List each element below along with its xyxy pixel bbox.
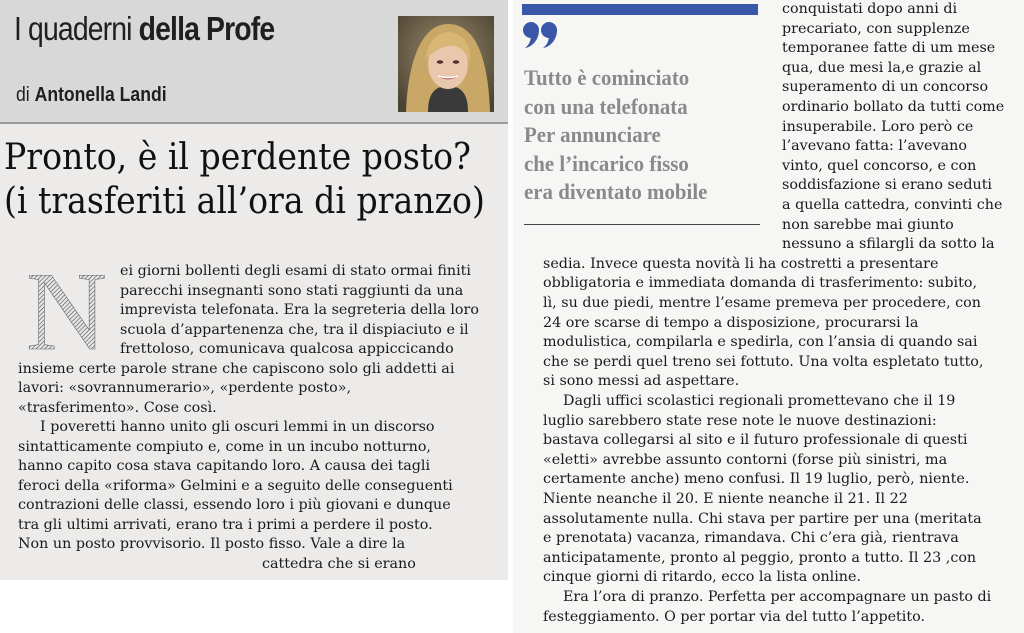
author-portrait-icon: [398, 16, 494, 112]
body-line: parecchi insegnanti sono stati raggiunti da una: [120, 282, 464, 299]
body-line: si sono messi ad aspettare.: [543, 373, 740, 390]
pullquote-line: era diventato mobile: [524, 179, 708, 204]
pullquote-accent-bar: [522, 4, 758, 15]
body-line: precariato, con supplenze: [782, 20, 970, 37]
dropcap: [24, 263, 112, 353]
quote-icon: [522, 20, 562, 50]
header-rule: [0, 122, 508, 124]
body-line: conquistati dopo anni di: [782, 1, 958, 17]
headline-line-1: Pronto, è il perdente posto?: [4, 137, 471, 178]
body-line: soddisfazione si erano seduti: [782, 177, 993, 194]
pullquote: [524, 64, 764, 207]
body-line: l’avevano fatta: l’avevano: [782, 138, 967, 155]
body-line: che se perdi quel treno sei fottuto. Una volta espletato tutto,: [543, 353, 984, 370]
body-line: hanno capito cosa stava capitando loro. A causa dei tagli: [18, 458, 431, 474]
body-line: bastava collegarsi al sito e il futuro professionale di questi: [543, 432, 968, 449]
body-line: Dagli uffici scolastici regionali promettevano che il 19: [563, 393, 956, 409]
body-line: vinto, quel concorso, e con: [782, 157, 977, 174]
body-line: a quella cattedra, convinti che: [782, 197, 1003, 213]
body-line: lavori: «sovrannumerario», «perdente posto»,: [18, 380, 352, 396]
body-line: Non un posto provvisorio. Il posto fisso. Vale a dire la: [18, 536, 406, 552]
body-line: I poveretti hanno unito gli oscuri lemmi in un discorso: [40, 419, 435, 435]
pullquote-line: che l’incarico fisso: [524, 150, 689, 176]
body-line: obbligatoria e immediata domanda di trasferimento: subito,: [543, 275, 978, 292]
body-line: tra gli ultimi arrivati, erano tra i primi a perdere il posto.: [18, 516, 433, 533]
column-divider: [509, 0, 512, 633]
body-line: 24 ore scarse di tempo a disposizione, procurarsi la: [543, 314, 919, 331]
body-line: nessuno a sfilargli da sotto la: [782, 236, 995, 253]
body-line: superamento di un concorso: [782, 79, 989, 96]
pullquote-line: con una telefonata: [524, 93, 688, 119]
body-line: temporanee fatte di um mese: [782, 40, 996, 57]
body-line: certamente anche) meno confusi. Il 19 luglio, però, niente.: [543, 471, 970, 488]
body-line: sedia. Invece questa novità li ha costretti a presentare: [543, 255, 939, 272]
body-line: «trasferimento». Cose così.: [18, 399, 217, 416]
body-line: cinque giorni di ritardo, ecco la lista online.: [543, 569, 862, 586]
headline: [4, 136, 485, 224]
body-line: anticipatamente, pronto al peggio, pronto a tutto. Il 23 ,con: [543, 549, 977, 566]
body-line: insuperabile. Loro però ce: [782, 118, 974, 135]
author-photo: [398, 16, 494, 112]
svg-text:N: N: [26, 263, 107, 353]
body-line: «eletti» avrebbe assunto contorni (forse più sinistri, ma: [543, 451, 948, 468]
body-line: ordinario bollato da tutti come: [782, 99, 1005, 115]
pullquote-line: Tutto è cominciato: [524, 65, 690, 90]
body-line: feroci della «riforma» Gelmini e a seguito delle conseguenti: [18, 477, 453, 494]
body-line: non sarebbe mai giunto: [782, 216, 954, 233]
body-line: cattedra che si erano: [262, 555, 416, 572]
column-title-bold: della Profe: [138, 10, 275, 47]
pullquote-line: Per annunciare: [524, 122, 661, 147]
body-line: frettoloso, comunicava qualcosa appiccicando: [120, 341, 454, 357]
body-line: lì, su due piedi, mentre l’esame premeva per procedere, con: [543, 295, 981, 311]
body-line: qua, due mesi la,e grazie al: [782, 59, 982, 76]
pullquote-rule: [524, 224, 760, 225]
body-line: ei giorni bollenti degli esami di stato ormai finiti: [120, 263, 471, 279]
column-title: [14, 10, 274, 48]
body-line: assolutamente nulla. Chi stava per partire per una (meritata: [543, 510, 982, 527]
dropcap-N-icon: [24, 263, 112, 353]
body-line: luglio sarebbero state rese note le nuove destinazioni:: [543, 412, 937, 429]
body-line: e prenotata) vacanza, rimandava. Chi c’era già, rientrava: [543, 530, 959, 547]
author-name: Antonella Landi: [34, 84, 167, 106]
byline-prefix: di: [16, 84, 30, 106]
body-line: Era l’ora di pranzo. Perfetta per accompagnare un pasto di: [563, 589, 992, 605]
column-title-light: I quaderni: [14, 10, 132, 47]
body-line: modulistica, compilarla e spedirla, con l’ansia di quando sai: [543, 334, 978, 351]
byline: [16, 84, 167, 107]
body-line: contrazioni delle classi, essendo loro i più giovani e dunque: [18, 497, 451, 513]
body-line: imprevista telefonata. Era la segreteria della loro: [120, 302, 479, 318]
body-line: scuola d’appartenenza che, tra il dispiaciuto e il: [120, 321, 469, 338]
body-line: Niente neanche il 20. E niente neanche il 21. Il 22: [543, 491, 908, 507]
body-line: sintatticamente compiuto e, come in un incubo notturno,: [18, 438, 431, 455]
headline-line-2: (i trasferiti all’ora di pranzo): [4, 181, 485, 222]
body-line: insieme certe parole strane che capiscono solo gli addetti ai: [18, 360, 455, 377]
body-line: festeggiamento. O per portar via del tutto l’appetito.: [543, 608, 926, 625]
